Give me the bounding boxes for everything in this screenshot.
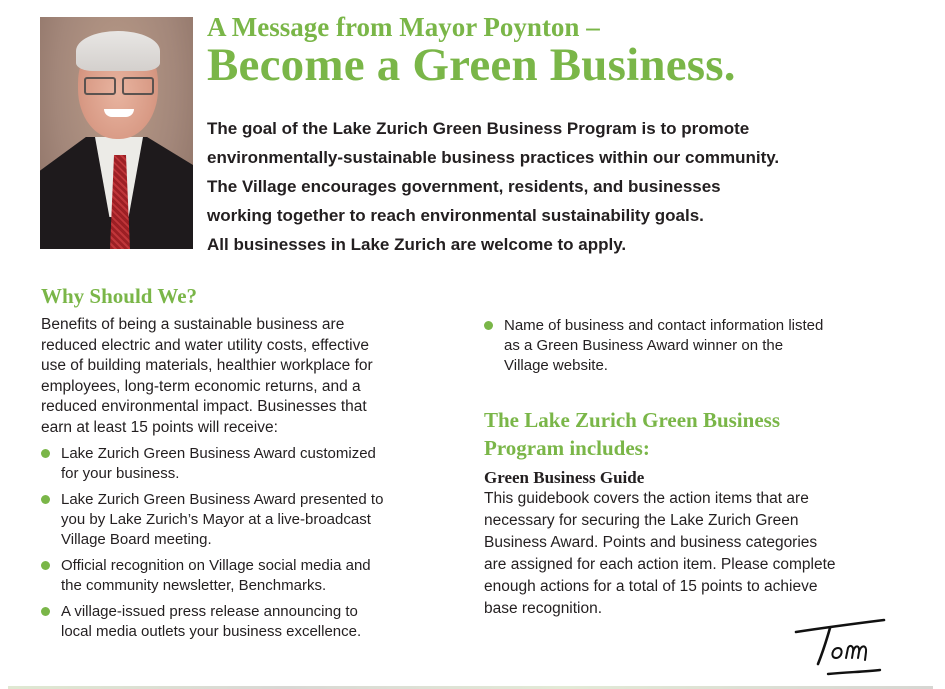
why-body-line: earn at least 15 points will receive: [41,418,278,436]
list-item-line: Lake Zurich Green Business Award presented to [61,491,384,508]
bullet-dot-icon [41,495,50,504]
list-item [41,444,461,484]
list-item-line: A village-issued press release announcing to [61,603,358,620]
photo-smile [104,109,134,117]
list-item [41,602,461,642]
intro-paragraph [207,114,907,259]
benefits-list [41,444,461,642]
bullet-dot-icon [41,561,50,570]
photo-hair [76,31,160,71]
mayor-photo [40,17,193,249]
guide-heading: Green Business Guide [484,468,645,487]
list-item-line: Official recognition on Village social media and [61,557,371,574]
intro-line: working together to reach environmental sustainability goals. [207,206,704,225]
program-section [484,316,924,620]
list-item [41,556,461,596]
signature [792,612,892,682]
why-heading: Why Should We? [41,284,198,308]
bullet-dot-icon [484,321,493,330]
why-body-line: employees, long-term economic returns, and a [41,377,361,395]
list-item-line: Name of business and contact information listed [504,317,824,334]
list-item-line: local media outlets your business excellence. [61,623,362,640]
guide-line: Business Award. Points and business categories [484,534,818,551]
list-item [41,490,461,550]
list-item-line: you by Lake Zurich’s Mayor at a live-broadcast [61,511,371,528]
list-item-line: the community newsletter, Benchmarks. [61,577,327,594]
guide-line: This guidebook covers the action items that are [484,490,809,507]
guide-line: are assigned for each action item. Please complete [484,556,836,573]
header-subtitle: A Message from Mayor Poynton – [207,12,600,42]
program-heading-line: Program includes: [484,436,650,460]
bullet-dot-icon [41,449,50,458]
signature-icon [792,612,892,682]
why-body-line: reduced electric and water utility costs, effective [41,336,369,354]
why-body [41,315,461,438]
list-item-line: Village website. [504,357,608,374]
why-body-line: Benefits of being a sustainable business are [41,316,345,333]
list-item [484,316,924,376]
guide-body [484,488,924,620]
guide-line: base recognition. [484,600,603,617]
why-section [41,284,461,648]
bullet-dot-icon [41,607,50,616]
list-item-line: for your business. [61,465,180,482]
program-heading [484,406,924,462]
guide-line: necessary for securing the Lake Zurich Green [484,512,799,529]
list-item-line: Lake Zurich Green Business Award customized [61,445,376,462]
list-item-line: Village Board meeting. [61,531,212,548]
guide-line: enough actions for a total of 15 points to achieve [484,578,818,595]
intro-line: All businesses in Lake Zurich are welcome to apply. [207,235,627,254]
why-body-line: use of building materials, healthier workplace for [41,357,373,374]
intro-line: environmentally-sustainable business practices within our community. [207,148,780,167]
benefits-list-continued [484,316,924,376]
list-item-line: as a Green Business Award winner on the [504,337,784,354]
page-title: Become a Green Business. [207,39,736,91]
why-body-line: reduced environmental impact. Businesses that [41,398,367,415]
intro-line: The goal of the Lake Zurich Green Business Program is to promote [207,119,750,138]
intro-line: The Village encourages government, residents, and businesses [207,177,721,196]
photo-glasses [84,77,154,93]
program-heading-line: The Lake Zurich Green Business [484,408,780,432]
